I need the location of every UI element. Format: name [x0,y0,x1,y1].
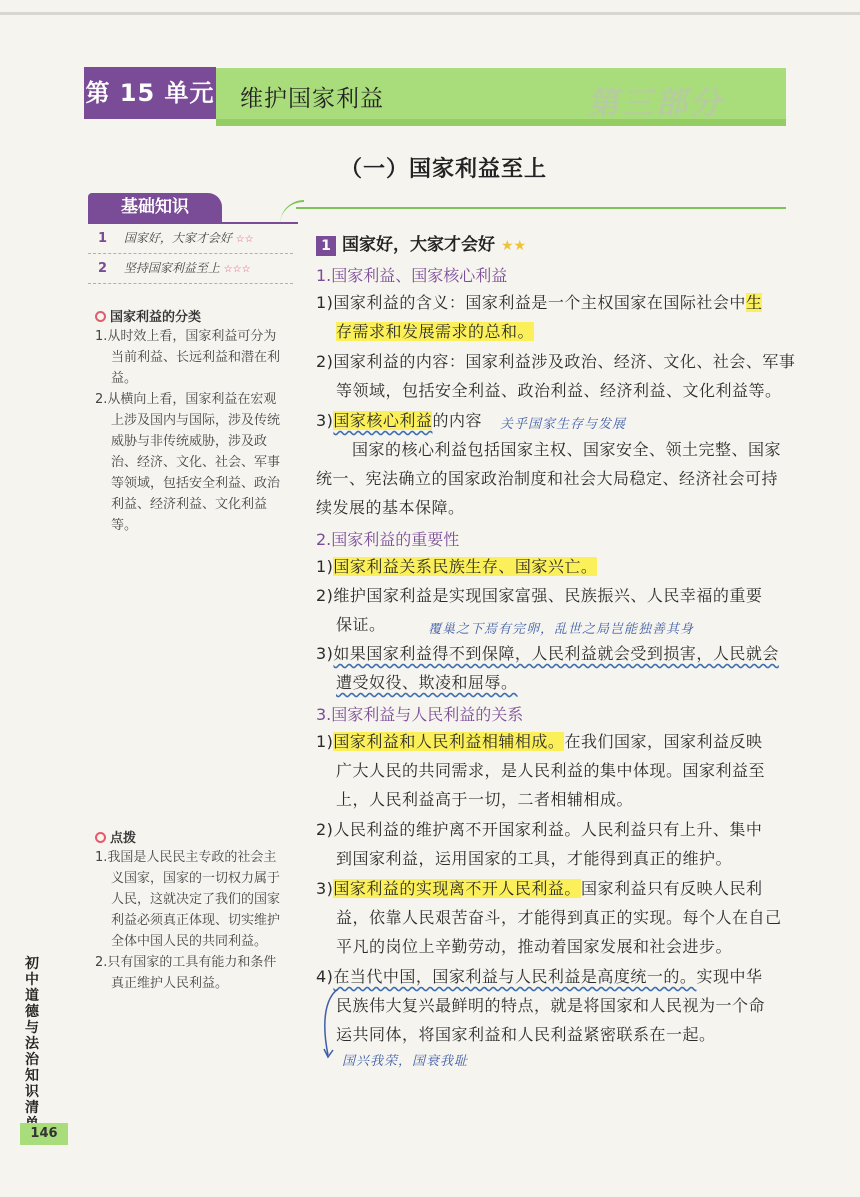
knowledge-point-title [316,230,526,256]
text-line: 民族伟大复兴最鲜明的特点，就是将国家和人民视为一个命 [336,996,766,1015]
bullet-icon [95,832,106,843]
bullet-icon [95,311,106,322]
text-line: 广大人民的共同需求，是人民利益的集中体现。国家利益至 [336,761,766,780]
text-line: 运共同体，将国家利益和人民利益紧密联系在一起。 [336,1025,716,1044]
text-line: 2)维护国家利益是实现国家富强、民族振兴、人民幸福的重要 [316,586,763,605]
basic-knowledge-tag: 基础知识 [88,193,222,222]
unit-title: 维护国家利益 [240,86,384,112]
toc-number: 1 [98,231,108,246]
text-line: 国家的核心利益包括国家主权、国家安全、领土完整、国家 [352,440,782,459]
text-line: 1)国家利益的含义：国家利益是一个主权国家在国际社会中生 [316,293,763,312]
toc-separator [88,253,293,254]
star-icon: ☆☆ [235,234,254,245]
handwritten-note: 国兴我荣，国衰我耻 [342,1054,469,1069]
top-rule [0,12,860,15]
toc-label: 国家好，大家才会好 [123,231,232,245]
sidebar-box-title-text: 国家利益的分类 [110,310,202,325]
toc-label: 坚持国家利益至上 [123,261,220,275]
toc-number: 2 [98,261,108,276]
text-line: 3)国家核心利益的内容 [316,411,482,430]
text-line: 存需求和发展需求的总和。 [336,322,535,341]
text-line: 2)国家利益的内容：国家利益涉及政治、经济、文化、社会、军事 [316,352,796,371]
text-line: 遭受奴役、欺凌和屈辱。 [336,673,518,692]
text-line: 1)国家利益和人民利益相辅相成。在我们国家，国家利益反映 [316,732,763,751]
divider-curve [280,200,304,226]
star-icon: ★★ [501,238,527,254]
sidebar-item: 2.从横向上看，国家利益在宏观上涉及国内与国际，涉及传统威胁与非传统威胁，涉及政治、经济、文化、社会、军事等领域，包括安全利益、政治利益、经济利益、文化利益等。 [95,392,281,533]
unit-label: 第 15 单元 [84,67,216,119]
divider-rule [296,207,786,209]
knowledge-point-number: 1 [316,236,336,256]
handwritten-note: 关乎国家生存与发展 [500,417,627,432]
sidebar-item: 1.我国是人民民主专政的社会主义国家，国家的一切权力属于人民，这就决定了我们的国家利益必须真正体现、切实维护全体中国人民的共同利益。 [95,850,281,949]
sidebar-box-tips [95,847,285,994]
subheading-1: 1.国家利益、国家核心利益 [316,266,508,285]
text-line: 上，人民利益高于一切，二者相辅相成。 [336,790,634,809]
sidebar-box-title [95,827,136,846]
toc-item-1 [88,229,293,255]
ghost-watermark: 第三部分 [585,84,730,122]
page-number: 146 [20,1123,68,1145]
handwritten-note: 覆巢之下焉有完卵，乱世之局岂能独善其身 [428,622,695,637]
text-line: 等领域，包括安全利益、政治利益、经济利益、文化利益等。 [336,381,782,400]
text-line: 平凡的岗位上辛勤劳动，推动着国家发展和社会进步。 [336,937,733,956]
text-line: 续发展的基本保障。 [316,498,465,517]
subheading-3: 3.国家利益与人民利益的关系 [316,705,524,724]
text-line: 4)在当代中国，国家利益与人民利益是高度统一的。实现中华 [316,967,763,986]
handwritten-arrow-icon [318,985,342,1065]
text-line: 1)国家利益关系民族生存、国家兴亡。 [316,557,598,576]
text-line: 保证。 [336,615,386,634]
sidebar-box-classification [95,326,285,536]
star-icon: ☆☆☆ [223,264,251,275]
sidebar-item: 1.从时效上看，国家利益可分为当前利益、长远利益和潜在利益。 [95,329,281,386]
text-line: 3)如果国家利益得不到保障，人民利益就会受到损害，人民就会 [316,644,779,663]
text-line: 到国家利益，运用国家的工具，才能得到真正的维护。 [336,849,733,868]
section-title: （一）国家利益至上 [340,157,548,182]
text-line: 统一、宪法确立的国家政治制度和社会大局稳定、经济社会可持 [316,469,779,488]
sidebar-item: 2.只有国家的工具有能力和条件真正维护人民利益。 [95,955,277,991]
knowledge-point-text: 国家好，大家才会好 [342,235,495,255]
sidebar-box-title [95,306,201,325]
book-title-vertical: 初中道德与法治知识清 [25,956,39,1116]
toc-separator [88,283,293,284]
text-line: 2)人民利益的维护离不开国家利益。人民利益只有上升、集中 [316,820,763,839]
basic-knowledge-rule [88,222,298,224]
subheading-2: 2.国家利益的重要性 [316,530,460,549]
toc-item-2 [88,259,293,285]
sidebar-box-title-text: 点拨 [110,831,137,846]
text-line: 3)国家利益的实现离不开人民利益。国家利益只有反映人民利 [316,879,763,898]
text-line: 益，依靠人民艰苦奋斗，才能得到真正的实现。每个人在自己 [336,908,782,927]
